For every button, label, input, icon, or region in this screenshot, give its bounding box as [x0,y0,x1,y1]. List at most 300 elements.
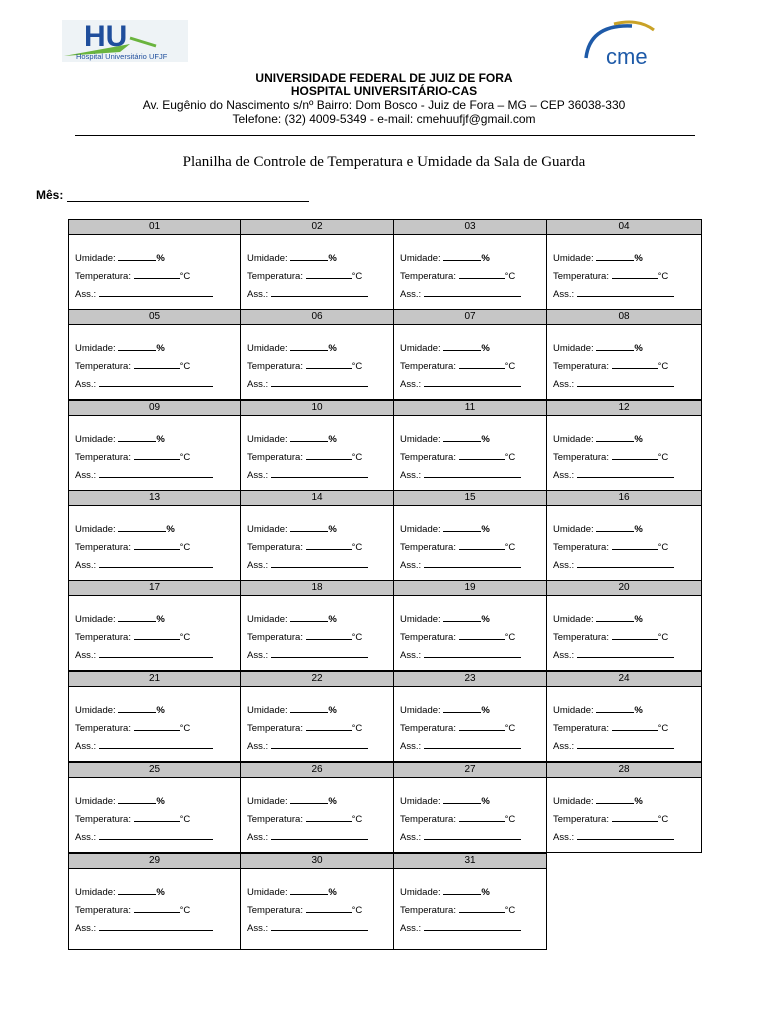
humidity-blank[interactable] [596,341,634,351]
signature-label: Ass.: [400,832,422,843]
day-cell [546,219,702,310]
temperature-label: Temperatura: [75,271,131,282]
day-number: 29 [69,854,240,869]
humidity-blank[interactable] [118,251,156,261]
temperature-blank[interactable] [612,359,658,369]
humidity-blank[interactable] [118,794,156,804]
temperature-unit: °C [179,361,191,372]
humidity-unit: % [481,343,490,354]
temperature-blank[interactable] [459,721,505,731]
humidity-label: Umidade: [75,887,116,898]
humidity-row [400,251,490,264]
signature-label: Ass.: [75,289,97,300]
day-cell [546,762,702,853]
temperature-label: Temperatura: [247,271,303,282]
temperature-blank[interactable] [459,269,505,279]
signature-blank[interactable] [271,377,368,387]
temperature-row [553,630,668,643]
humidity-row [553,432,643,445]
humidity-blank[interactable] [596,703,634,713]
signature-blank[interactable] [271,739,368,749]
temperature-label: Temperatura: [247,361,303,372]
signature-blank[interactable] [424,558,521,568]
temperature-row [247,450,362,463]
signature-row [247,830,368,843]
signature-blank[interactable] [577,739,674,749]
humidity-label: Umidade: [247,887,288,898]
temperature-label: Temperatura: [75,723,131,734]
cme-logo [580,18,666,68]
temperature-unit: °C [179,452,191,463]
humidity-blank[interactable] [596,794,634,804]
temperature-blank[interactable] [134,359,180,369]
temperature-row [553,359,668,372]
day-cell [546,580,702,671]
humidity-blank[interactable] [118,522,166,532]
humidity-blank[interactable] [596,522,634,532]
humidity-blank[interactable] [443,794,481,804]
signature-row [553,558,674,571]
humidity-blank[interactable] [596,612,634,622]
humidity-label: Umidade: [247,524,288,535]
temperature-unit: °C [504,814,516,825]
temperature-blank[interactable] [459,359,505,369]
temperature-label: Temperatura: [247,452,303,463]
svg-text:cme: cme [606,44,648,68]
signature-blank[interactable] [424,377,521,387]
day-cell [68,309,241,400]
humidity-row [400,341,490,354]
signature-blank[interactable] [271,287,368,297]
temperature-unit: °C [504,361,516,372]
humidity-unit: % [328,434,337,445]
day-cell [393,853,547,950]
humidity-row [247,612,337,625]
humidity-blank[interactable] [118,703,156,713]
signature-label: Ass.: [553,470,575,481]
day-number: 21 [69,672,240,687]
temperature-row [75,903,190,916]
day-number: 02 [241,220,393,235]
temperature-blank[interactable] [612,540,658,550]
humidity-blank[interactable] [443,251,481,261]
temperature-unit: °C [657,452,669,463]
temperature-row [400,540,515,553]
signature-blank[interactable] [99,921,213,931]
month-label: Mês: [36,188,64,202]
signature-blank[interactable] [99,648,213,658]
institution-name: UNIVERSIDADE FEDERAL DE JUIZ DE FORA [255,71,513,85]
signature-row [400,830,521,843]
day-number: 26 [241,763,393,778]
temperature-unit: °C [179,542,191,553]
temperature-label: Temperatura: [75,905,131,916]
signature-blank[interactable] [577,648,674,658]
temperature-row [553,721,668,734]
temperature-row [75,721,190,734]
day-number: 10 [241,401,393,416]
humidity-blank[interactable] [443,885,481,895]
humidity-row [400,432,490,445]
humidity-row [553,794,643,807]
temperature-row [247,269,362,282]
humidity-row [553,612,643,625]
signature-row [400,287,521,300]
temperature-unit: °C [351,452,363,463]
day-number: 20 [547,581,701,596]
humidity-row [247,885,337,898]
humidity-row [247,432,337,445]
humidity-blank[interactable] [118,341,156,351]
humidity-row [553,251,643,264]
signature-row [553,468,674,481]
humidity-blank[interactable] [443,432,481,442]
temperature-row [553,812,668,825]
humidity-blank[interactable] [443,703,481,713]
temperature-unit: °C [179,905,191,916]
day-number: 06 [241,310,393,325]
signature-label: Ass.: [247,923,269,934]
temperature-row [400,450,515,463]
temperature-blank[interactable] [306,269,352,279]
humidity-row [247,703,337,716]
humidity-unit: % [481,796,490,807]
signature-blank[interactable] [424,468,521,478]
signature-blank[interactable] [577,287,674,297]
humidity-label: Umidade: [75,434,116,445]
temperature-unit: °C [179,723,191,734]
day-cell [68,219,241,310]
humidity-label: Umidade: [400,614,441,625]
temperature-blank[interactable] [134,812,180,822]
humidity-row [400,794,490,807]
day-number: 04 [547,220,701,235]
temperature-blank[interactable] [306,903,352,913]
day-number: 16 [547,491,701,506]
temperature-label: Temperatura: [553,723,609,734]
day-cell [68,762,241,853]
temperature-blank[interactable] [612,812,658,822]
temperature-unit: °C [657,632,669,643]
signature-blank[interactable] [271,648,368,658]
humidity-label: Umidade: [75,705,116,716]
temperature-unit: °C [657,361,669,372]
signature-label: Ass.: [400,560,422,571]
signature-row [400,921,521,934]
signature-label: Ass.: [247,289,269,300]
signature-blank[interactable] [99,287,213,297]
svg-text:HU: HU [84,20,128,53]
humidity-blank[interactable] [290,251,328,261]
day-number: 17 [69,581,240,596]
temperature-label: Temperatura: [553,452,609,463]
temperature-label: Temperatura: [553,814,609,825]
temperature-row [247,903,362,916]
signature-row [75,468,213,481]
signature-row [75,739,213,752]
signature-blank[interactable] [271,921,368,931]
temperature-blank[interactable] [306,630,352,640]
temperature-blank[interactable] [134,269,180,279]
day-number: 09 [69,401,240,416]
temperature-unit: °C [504,271,516,282]
humidity-label: Umidade: [75,253,116,264]
signature-blank[interactable] [424,830,521,840]
humidity-unit: % [328,614,337,625]
humidity-row [75,341,165,354]
signature-label: Ass.: [247,650,269,661]
signature-row [553,287,674,300]
humidity-unit: % [328,705,337,716]
contact-info: Telefone: (32) 4009-5349 - e-mail: cmehuufjf@gmail.com [232,112,536,126]
humidity-unit: % [481,434,490,445]
svg-text:Hospital Universitário UFJF: Hospital Universitário UFJF [76,52,168,61]
signature-label: Ass.: [553,560,575,571]
temperature-blank[interactable] [459,812,505,822]
humidity-blank[interactable] [596,251,634,261]
day-number: 25 [69,763,240,778]
signature-blank[interactable] [577,377,674,387]
temperature-label: Temperatura: [75,361,131,372]
day-cell [393,400,547,491]
signature-label: Ass.: [553,832,575,843]
temperature-row [400,269,515,282]
humidity-label: Umidade: [400,343,441,354]
humidity-blank[interactable] [290,612,328,622]
humidity-blank[interactable] [290,341,328,351]
signature-label: Ass.: [553,650,575,661]
signature-blank[interactable] [577,558,674,568]
temperature-blank[interactable] [612,721,658,731]
temperature-blank[interactable] [134,450,180,460]
temperature-unit: °C [657,542,669,553]
month-field[interactable] [36,188,309,202]
temperature-blank[interactable] [306,812,352,822]
signature-blank[interactable] [271,468,368,478]
month-blank[interactable] [67,189,309,202]
signature-blank[interactable] [424,287,521,297]
signature-row [400,468,521,481]
humidity-unit: % [328,343,337,354]
humidity-unit: % [156,614,165,625]
humidity-unit: % [328,524,337,535]
humidity-unit: % [156,705,165,716]
temperature-label: Temperatura: [400,271,456,282]
humidity-label: Umidade: [553,796,594,807]
humidity-blank[interactable] [290,432,328,442]
temperature-blank[interactable] [612,450,658,460]
humidity-blank[interactable] [290,522,328,532]
humidity-label: Umidade: [553,434,594,445]
humidity-label: Umidade: [553,524,594,535]
temperature-blank[interactable] [459,630,505,640]
signature-blank[interactable] [99,468,213,478]
humidity-unit: % [481,705,490,716]
humidity-label: Umidade: [247,343,288,354]
humidity-label: Umidade: [553,614,594,625]
temperature-label: Temperatura: [553,632,609,643]
humidity-blank[interactable] [443,341,481,351]
humidity-blank[interactable] [290,885,328,895]
temperature-unit: °C [504,542,516,553]
signature-label: Ass.: [400,741,422,752]
signature-blank[interactable] [577,830,674,840]
humidity-unit: % [481,524,490,535]
humidity-row [247,794,337,807]
signature-row [247,287,368,300]
humidity-label: Umidade: [400,705,441,716]
humidity-label: Umidade: [75,796,116,807]
humidity-unit: % [156,343,165,354]
signature-row [75,558,213,571]
humidity-label: Umidade: [247,614,288,625]
day-cell [240,671,394,762]
humidity-row [247,251,337,264]
temperature-unit: °C [351,632,363,643]
temperature-unit: °C [351,542,363,553]
temperature-label: Temperatura: [400,905,456,916]
temperature-label: Temperatura: [400,452,456,463]
day-cell [68,853,241,950]
temperature-label: Temperatura: [247,723,303,734]
temperature-row [247,630,362,643]
temperature-unit: °C [657,271,669,282]
temperature-label: Temperatura: [247,542,303,553]
signature-label: Ass.: [75,560,97,571]
day-number: 24 [547,672,701,687]
day-cell [546,490,702,581]
humidity-blank[interactable] [118,885,156,895]
signature-blank[interactable] [424,921,521,931]
temperature-blank[interactable] [612,269,658,279]
signature-blank[interactable] [424,739,521,749]
temperature-unit: °C [351,905,363,916]
temperature-row [400,903,515,916]
temperature-label: Temperatura: [400,814,456,825]
day-number: 13 [69,491,240,506]
header-divider [75,135,695,136]
day-cell [546,400,702,491]
signature-label: Ass.: [400,470,422,481]
temperature-blank[interactable] [612,630,658,640]
temperature-row [400,630,515,643]
signature-blank[interactable] [424,648,521,658]
signature-blank[interactable] [99,558,213,568]
day-cell [240,762,394,853]
temperature-blank[interactable] [134,540,180,550]
humidity-unit: % [634,253,643,264]
signature-blank[interactable] [99,377,213,387]
humidity-blank[interactable] [118,432,156,442]
temperature-blank[interactable] [134,721,180,731]
humidity-label: Umidade: [247,434,288,445]
humidity-blank[interactable] [290,794,328,804]
humidity-label: Umidade: [553,705,594,716]
signature-row [75,287,213,300]
signature-label: Ass.: [75,650,97,661]
signature-label: Ass.: [247,470,269,481]
temperature-blank[interactable] [459,903,505,913]
signature-row [553,830,674,843]
signature-row [247,468,368,481]
day-cell [68,671,241,762]
day-cell [393,762,547,853]
signature-row [247,648,368,661]
day-number: 01 [69,220,240,235]
humidity-unit: % [481,614,490,625]
humidity-label: Umidade: [400,253,441,264]
temperature-label: Temperatura: [247,632,303,643]
temperature-unit: °C [504,632,516,643]
signature-blank[interactable] [99,739,213,749]
humidity-unit: % [481,253,490,264]
humidity-label: Umidade: [75,343,116,354]
temperature-label: Temperatura: [553,271,609,282]
temperature-row [400,359,515,372]
signature-label: Ass.: [75,741,97,752]
temperature-label: Temperatura: [75,814,131,825]
day-cell [240,490,394,581]
day-number: 05 [69,310,240,325]
signature-blank[interactable] [271,558,368,568]
humidity-unit: % [328,887,337,898]
humidity-unit: % [166,524,175,535]
humidity-blank[interactable] [443,612,481,622]
signature-blank[interactable] [271,830,368,840]
signature-row [247,921,368,934]
temperature-blank[interactable] [459,450,505,460]
signature-row [75,921,213,934]
temperature-blank[interactable] [459,540,505,550]
humidity-label: Umidade: [400,796,441,807]
signature-label: Ass.: [75,832,97,843]
signature-label: Ass.: [75,379,97,390]
temperature-unit: °C [504,905,516,916]
signature-label: Ass.: [400,923,422,934]
humidity-blank[interactable] [118,612,156,622]
day-number: 30 [241,854,393,869]
temperature-blank[interactable] [134,630,180,640]
signature-row [553,377,674,390]
temperature-blank[interactable] [306,450,352,460]
humidity-blank[interactable] [443,522,481,532]
temperature-blank[interactable] [306,540,352,550]
day-number: 14 [241,491,393,506]
humidity-row [400,703,490,716]
temperature-blank[interactable] [306,359,352,369]
temperature-unit: °C [657,723,669,734]
temperature-unit: °C [351,271,363,282]
signature-blank[interactable] [99,830,213,840]
temperature-unit: °C [351,814,363,825]
hu-logo [60,16,190,64]
day-cell [68,400,241,491]
temperature-unit: °C [351,361,363,372]
signature-row [400,648,521,661]
signature-row [75,377,213,390]
humidity-blank[interactable] [596,432,634,442]
signature-blank[interactable] [577,468,674,478]
temperature-label: Temperatura: [553,361,609,372]
day-number: 11 [394,401,546,416]
temperature-blank[interactable] [306,721,352,731]
humidity-blank[interactable] [290,703,328,713]
temperature-label: Temperatura: [553,542,609,553]
temperature-row [75,630,190,643]
temperature-unit: °C [657,814,669,825]
humidity-row [400,522,490,535]
temperature-blank[interactable] [134,903,180,913]
